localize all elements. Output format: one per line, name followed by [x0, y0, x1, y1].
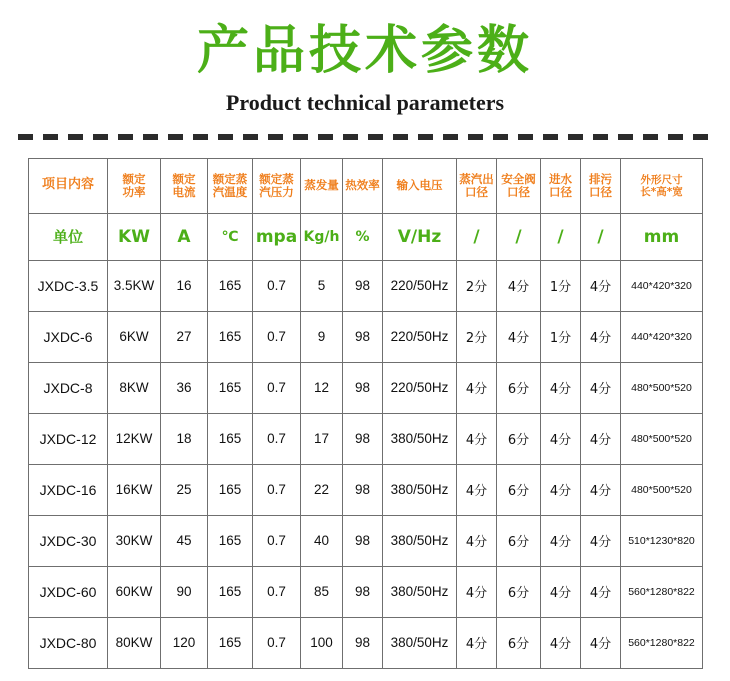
cell-r5-c6: 98 [343, 515, 383, 566]
cell-r2-c10: 4分 [541, 362, 581, 413]
cell-r4-c4: 0.7 [253, 464, 301, 515]
cell-r4-c3: 165 [208, 464, 253, 515]
column-header-11: 排污 口径 [581, 158, 621, 213]
table-row [29, 260, 703, 311]
cell-r0-c11: 4分 [581, 260, 621, 311]
cell-r4-c0: JXDC-16 [29, 464, 108, 515]
column-header-3: 额定蒸 汽温度 [208, 158, 253, 213]
cell-r6-c12: 560*1280*822 [621, 566, 703, 617]
cell-r6-c3: 165 [208, 566, 253, 617]
cell-r5-c7: 380/50Hz [383, 515, 457, 566]
cell-r6-c0: JXDC-60 [29, 566, 108, 617]
cell-r6-c8: 4分 [457, 566, 497, 617]
column-header-4: 额定蒸 汽压力 [253, 158, 301, 213]
cell-r0-c9: 4分 [497, 260, 541, 311]
cell-r0-c6: 98 [343, 260, 383, 311]
cell-r0-c4: 0.7 [253, 260, 301, 311]
cell-r7-c3: 165 [208, 617, 253, 668]
cell-r1-c8: 2分 [457, 311, 497, 362]
unit-cell-12: mm [621, 213, 703, 260]
cell-r3-c11: 4分 [581, 413, 621, 464]
cell-r4-c10: 4分 [541, 464, 581, 515]
cell-r0-c2: 16 [161, 260, 208, 311]
cell-r3-c2: 18 [161, 413, 208, 464]
cell-r2-c7: 220/50Hz [383, 362, 457, 413]
table-unit-row [29, 213, 703, 260]
cell-r7-c0: JXDC-80 [29, 617, 108, 668]
cell-r4-c8: 4分 [457, 464, 497, 515]
table-row [29, 566, 703, 617]
cell-r1-c11: 4分 [581, 311, 621, 362]
cell-r0-c10: 1分 [541, 260, 581, 311]
cell-r4-c12: 480*500*520 [621, 464, 703, 515]
cell-r5-c5: 40 [301, 515, 343, 566]
cell-r7-c8: 4分 [457, 617, 497, 668]
cell-r6-c1: 60KW [108, 566, 161, 617]
table-row [29, 464, 703, 515]
page-title-zh: 产品技术参数 [196, 21, 533, 81]
cell-r2-c1: 8KW [108, 362, 161, 413]
cell-r2-c0: JXDC-8 [29, 362, 108, 413]
cell-r1-c4: 0.7 [253, 311, 301, 362]
cell-r6-c6: 98 [343, 566, 383, 617]
cell-r5-c4: 0.7 [253, 515, 301, 566]
cell-r0-c5: 5 [301, 260, 343, 311]
cell-r7-c2: 120 [161, 617, 208, 668]
cell-r3-c0: JXDC-12 [29, 413, 108, 464]
column-header-7: 输入电压 [383, 158, 457, 213]
cell-r1-c10: 1分 [541, 311, 581, 362]
column-header-10: 进水 口径 [541, 158, 581, 213]
cell-r7-c6: 98 [343, 617, 383, 668]
cell-r6-c5: 85 [301, 566, 343, 617]
cell-r1-c0: JXDC-6 [29, 311, 108, 362]
unit-cell-3: ℃ [208, 213, 253, 260]
cell-r4-c2: 25 [161, 464, 208, 515]
cell-r5-c2: 45 [161, 515, 208, 566]
cell-r3-c9: 6分 [497, 413, 541, 464]
cell-r5-c10: 4分 [541, 515, 581, 566]
cell-r1-c5: 9 [301, 311, 343, 362]
spec-table-container [28, 158, 702, 669]
dashed-divider [18, 134, 712, 140]
column-header-12: 外形尺寸 长*高*宽 [621, 158, 703, 213]
cell-r5-c3: 165 [208, 515, 253, 566]
cell-r0-c1: 3.5KW [108, 260, 161, 311]
cell-r6-c9: 6分 [497, 566, 541, 617]
cell-r4-c9: 6分 [497, 464, 541, 515]
column-header-1: 额定 功率 [108, 158, 161, 213]
cell-r7-c9: 6分 [497, 617, 541, 668]
unit-cell-6: % [343, 213, 383, 260]
cell-r1-c6: 98 [343, 311, 383, 362]
column-header-2: 额定 电流 [161, 158, 208, 213]
cell-r1-c7: 220/50Hz [383, 311, 457, 362]
cell-r7-c10: 4分 [541, 617, 581, 668]
cell-r4-c7: 380/50Hz [383, 464, 457, 515]
cell-r5-c11: 4分 [581, 515, 621, 566]
cell-r6-c4: 0.7 [253, 566, 301, 617]
spec-table [28, 158, 703, 669]
cell-r1-c12: 440*420*320 [621, 311, 703, 362]
cell-r2-c2: 36 [161, 362, 208, 413]
cell-r6-c11: 4分 [581, 566, 621, 617]
cell-r7-c11: 4分 [581, 617, 621, 668]
cell-r3-c1: 12KW [108, 413, 161, 464]
column-header-5: 蒸发量 [301, 158, 343, 213]
cell-r7-c7: 380/50Hz [383, 617, 457, 668]
cell-r7-c1: 80KW [108, 617, 161, 668]
cell-r5-c8: 4分 [457, 515, 497, 566]
column-header-9: 安全阀 口径 [497, 158, 541, 213]
cell-r1-c1: 6KW [108, 311, 161, 362]
column-header-6: 热效率 [343, 158, 383, 213]
unit-cell-2: A [161, 213, 208, 260]
cell-r1-c3: 165 [208, 311, 253, 362]
cell-r5-c9: 6分 [497, 515, 541, 566]
cell-r0-c7: 220/50Hz [383, 260, 457, 311]
cell-r2-c3: 165 [208, 362, 253, 413]
cell-r6-c10: 4分 [541, 566, 581, 617]
cell-r3-c4: 0.7 [253, 413, 301, 464]
cell-r3-c12: 480*500*520 [621, 413, 703, 464]
unit-cell-7: V/Hz [383, 213, 457, 260]
cell-r3-c5: 17 [301, 413, 343, 464]
unit-cell-11: / [581, 213, 621, 260]
column-header-0: 项目内容 [29, 158, 108, 213]
cell-r1-c9: 4分 [497, 311, 541, 362]
unit-cell-5: Kg/h [301, 213, 343, 260]
table-row [29, 362, 703, 413]
cell-r2-c12: 480*500*520 [621, 362, 703, 413]
cell-r3-c8: 4分 [457, 413, 497, 464]
unit-cell-0: 单位 [29, 213, 108, 260]
cell-r7-c4: 0.7 [253, 617, 301, 668]
cell-r0-c8: 2分 [457, 260, 497, 311]
cell-r5-c0: JXDC-30 [29, 515, 108, 566]
column-header-8: 蒸汽出 口径 [457, 158, 497, 213]
unit-cell-4: mpa [253, 213, 301, 260]
cell-r6-c7: 380/50Hz [383, 566, 457, 617]
cell-r2-c9: 6分 [497, 362, 541, 413]
cell-r5-c1: 30KW [108, 515, 161, 566]
cell-r3-c3: 165 [208, 413, 253, 464]
unit-cell-1: KW [108, 213, 161, 260]
page-title-en: Product technical parameters [225, 89, 505, 115]
cell-r2-c8: 4分 [457, 362, 497, 413]
cell-r2-c4: 0.7 [253, 362, 301, 413]
cell-r1-c2: 27 [161, 311, 208, 362]
cell-r3-c7: 380/50Hz [383, 413, 457, 464]
cell-r7-c12: 560*1280*822 [621, 617, 703, 668]
cell-r0-c0: JXDC-3.5 [29, 260, 108, 311]
cell-r0-c3: 165 [208, 260, 253, 311]
table-row [29, 311, 703, 362]
cell-r4-c5: 22 [301, 464, 343, 515]
cell-r4-c1: 16KW [108, 464, 161, 515]
table-row [29, 515, 703, 566]
cell-r2-c5: 12 [301, 362, 343, 413]
unit-cell-9: / [497, 213, 541, 260]
cell-r2-c6: 98 [343, 362, 383, 413]
cell-r4-c6: 98 [343, 464, 383, 515]
table-row [29, 413, 703, 464]
cell-r6-c2: 90 [161, 566, 208, 617]
cell-r2-c11: 4分 [581, 362, 621, 413]
cell-r3-c6: 98 [343, 413, 383, 464]
cell-r4-c11: 4分 [581, 464, 621, 515]
cell-r3-c10: 4分 [541, 413, 581, 464]
cell-r0-c12: 440*420*320 [621, 260, 703, 311]
cell-r5-c12: 510*1230*820 [621, 515, 703, 566]
cell-r7-c5: 100 [301, 617, 343, 668]
table-row [29, 617, 703, 668]
unit-cell-10: / [541, 213, 581, 260]
unit-cell-8: / [457, 213, 497, 260]
table-header-row [29, 158, 703, 213]
